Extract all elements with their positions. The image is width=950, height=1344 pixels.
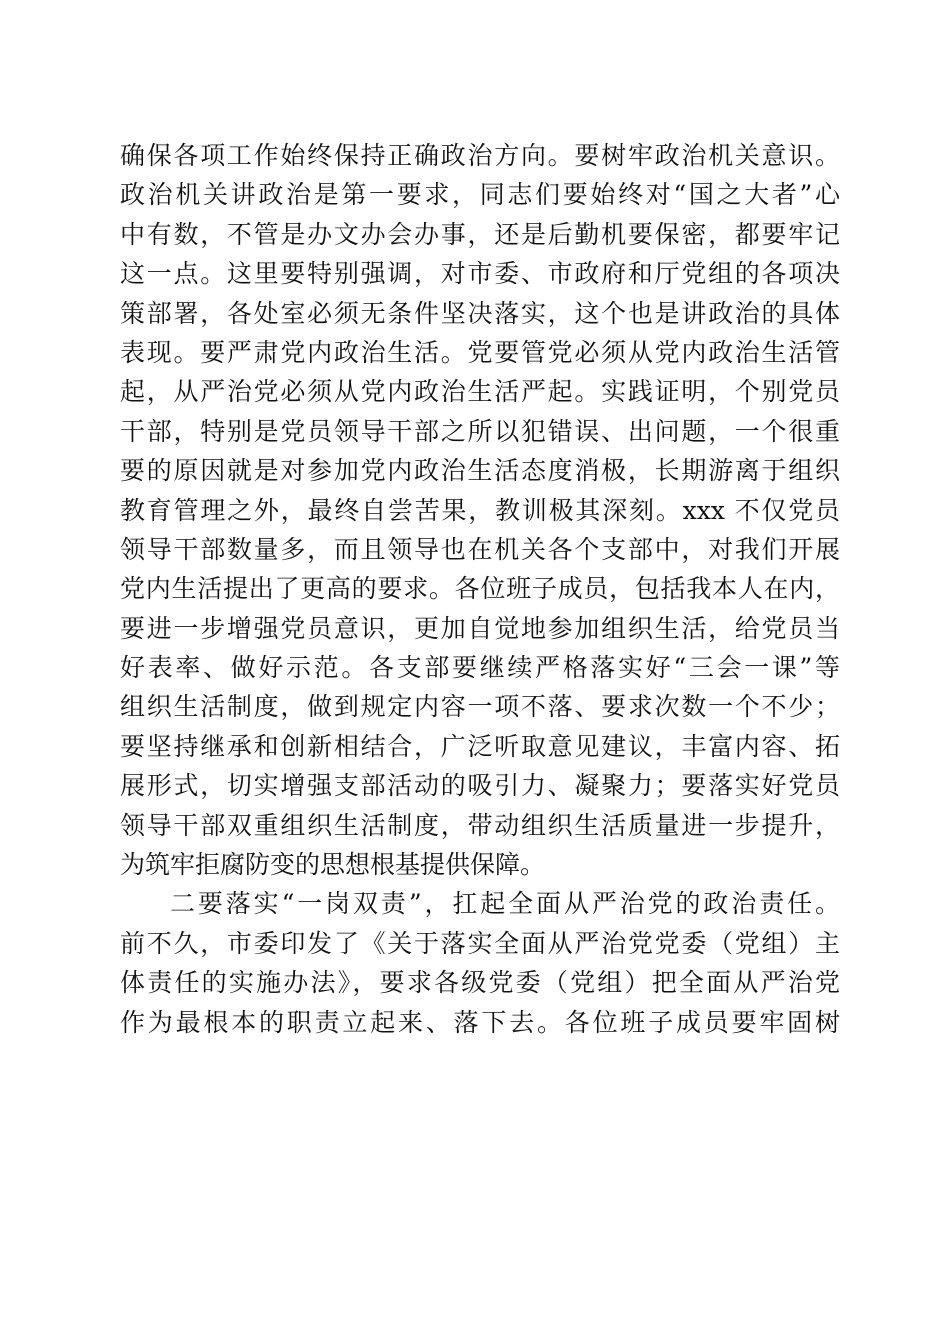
text-line: 党内生活提出了更高的要求。各位班子成员，包括我本人在内， (120, 574, 840, 604)
text-line: 作为最根本的职责立起来、落下去。各位班子成员要牢固树 (120, 1007, 840, 1037)
text-line: 前不久，市委印发了《关于落实全面从严治党党委（党组）主 (120, 928, 840, 958)
text-line: 表现。要严肃党内政治生活。党要管党必须从党内政治生活管 (120, 337, 840, 367)
text-line: 体责任的实施办法》，要求各级党委（党组）把全面从严治党 (120, 968, 840, 998)
text-line: 中有数，不管是办文办会办事，还是后勤机要保密，都要牢记 (120, 219, 840, 249)
text-line: 展形式，切实增强支部活动的吸引力、凝聚力；要落实好党员 (120, 771, 840, 801)
text-line: 教育管理之外，最终自尝苦果，教训极其深刻。xxx 不仅党员 (120, 495, 840, 525)
text-line: 确保各项工作始终保持正确政治方向。要树牢政治机关意识。 (120, 141, 840, 170)
text-line: 为筑牢拒腐防变的思想根基提供保障。 (120, 850, 546, 880)
text-line: 要进一步增强党员意识，更加自觉地参加组织生活，给党员当 (120, 613, 840, 643)
text-line: 要坚持继承和创新相结合，广泛听取意见建议，丰富内容、拓 (120, 731, 840, 761)
text-line: 政治机关讲政治是第一要求，同志们要始终对“国之大者”心 (120, 180, 840, 210)
body-text (120, 136, 840, 1042)
text-line: 干部，特别是党员领导干部之所以犯错误、出问题，一个很重 (120, 416, 840, 446)
text-line: 组织生活制度，做到规定内容一项不落、要求次数一个不少； (120, 692, 840, 722)
text-line: 策部署，各处室必须无条件坚决落实，这个也是讲政治的具体 (120, 298, 840, 328)
paragraph-start-line: 二要落实“一岗双责”，扛起全面从严治党的政治责任。 (170, 889, 840, 919)
text-line: 领导干部数量多，而且领导也在机关各个支部中，对我们开展 (120, 534, 840, 564)
text-line: 这一点。这里要特别强调，对市委、市政府和厅党组的各项决 (120, 259, 840, 289)
text-line: 起，从严治党必须从党内政治生活严起。实践证明，个别党员 (120, 377, 840, 407)
text-line: 要的原因就是对参加党内政治生活态度消极，长期游离于组织 (120, 456, 840, 486)
text-line: 好表率、做好示范。各支部要继续严格落实好“三会一课”等 (120, 653, 840, 683)
text-line: 领导干部双重组织生活制度，带动组织生活质量进一步提升， (120, 810, 840, 840)
